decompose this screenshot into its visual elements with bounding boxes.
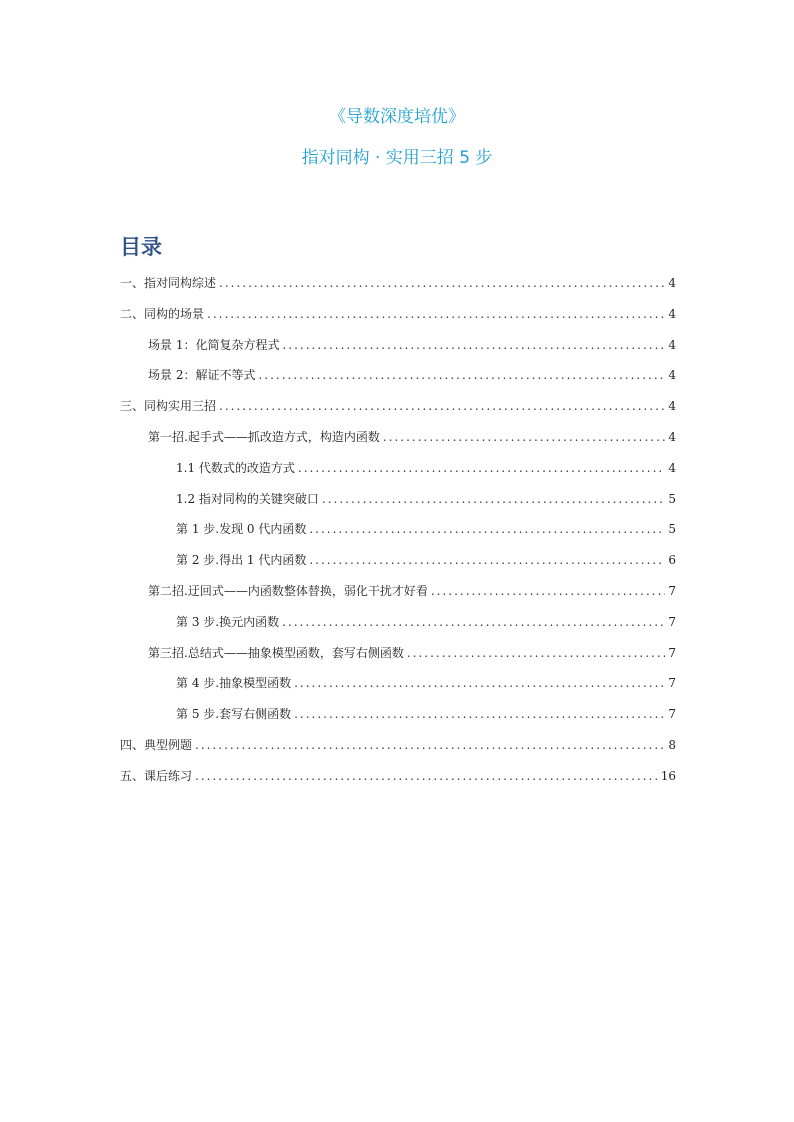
toc-entry-page: 7 — [668, 707, 676, 721]
toc-entry-label: 第 4 步.抽象模型函数 — [176, 676, 292, 690]
toc-entry-label: 场景 1：化简复杂方程式 — [148, 338, 280, 352]
toc-leader-dots — [298, 459, 665, 477]
toc-entry[interactable] — [176, 613, 676, 631]
toc-leader-dots — [282, 336, 665, 354]
toc-entry[interactable] — [176, 551, 676, 569]
toc-leader-dots — [309, 551, 665, 569]
toc-entry[interactable] — [176, 674, 676, 692]
toc-leader-dots — [219, 397, 665, 415]
toc-entry-label: 五、课后练习 — [120, 769, 193, 783]
toc-entry[interactable] — [148, 644, 676, 662]
document-title: 《导数深度培优》 — [329, 107, 465, 127]
toc-entry[interactable] — [148, 428, 676, 446]
toc-leader-dots — [294, 705, 665, 723]
document-subtitle: 指对同构 · 实用三招 5 步 — [301, 148, 493, 168]
toc-entry-label: 第 5 步.套写右侧函数 — [176, 707, 292, 721]
toc-entry-label: 一、指对同构综述 — [120, 276, 217, 290]
toc-entry-page: 5 — [668, 492, 676, 506]
toc-entry-page: 4 — [668, 430, 676, 444]
toc-entry-label: 1.1 代数式的改造方式 — [176, 461, 295, 475]
toc-entry-label: 1.2 指对同构的关键突破口 — [176, 492, 319, 506]
toc-leader-dots — [282, 613, 665, 631]
toc-leader-dots — [322, 490, 665, 508]
toc-entry[interactable] — [176, 459, 676, 477]
toc-entry-label: 三、同构实用三招 — [120, 399, 217, 413]
toc-entry-page: 4 — [668, 307, 676, 321]
toc-entry-page: 7 — [668, 646, 676, 660]
toc-entry-label: 第一招.起手式——抓改造方式，构造内函数 — [148, 430, 380, 444]
toc-entry[interactable] — [148, 366, 676, 384]
toc-heading: 目录 — [120, 235, 162, 259]
toc-entry[interactable] — [148, 336, 676, 354]
toc-entry-page: 4 — [668, 461, 676, 475]
toc-entry[interactable] — [120, 767, 676, 785]
toc-leader-dots — [309, 520, 665, 538]
toc-entry[interactable] — [148, 582, 676, 600]
toc-leader-dots — [407, 644, 665, 662]
toc-entry-page: 7 — [668, 676, 676, 690]
toc-entry[interactable] — [176, 490, 676, 508]
toc-leader-dots — [219, 274, 665, 292]
toc-leader-dots — [258, 366, 665, 384]
toc-entry-label: 四、典型例题 — [120, 738, 193, 752]
toc-entry-page: 4 — [668, 399, 676, 413]
toc-entry[interactable] — [176, 705, 676, 723]
toc-entry-page: 4 — [668, 276, 676, 290]
toc-entry-page: 8 — [668, 738, 676, 752]
toc-leader-dots — [207, 305, 665, 323]
toc-entry-page: 4 — [668, 368, 676, 382]
toc-entry-label: 第二招.迂回式——内函数整体替换，弱化干扰才好看 — [148, 584, 428, 598]
toc-entry[interactable] — [120, 397, 676, 415]
toc-leader-dots — [294, 674, 665, 692]
toc-entry-label: 第 2 步.得出 1 代内函数 — [176, 553, 307, 567]
toc-entry-label: 第三招.总结式——抽象模型函数，套写右侧函数 — [148, 646, 404, 660]
toc-entry-label: 场景 2：解证不等式 — [148, 368, 256, 382]
toc-entry-page: 7 — [668, 584, 676, 598]
toc-entry-label: 第 1 步.发现 0 代内函数 — [176, 522, 307, 536]
toc-entry-page: 4 — [668, 338, 676, 352]
toc-entry-label: 二、同构的场景 — [120, 307, 205, 321]
toc-entry-label: 第 3 步.换元内函数 — [176, 615, 280, 629]
toc-leader-dots — [195, 736, 665, 754]
toc-entry-page: 6 — [668, 553, 676, 567]
toc-leader-dots — [195, 767, 658, 785]
toc-entry-page: 7 — [668, 615, 676, 629]
toc-entry[interactable] — [176, 520, 676, 538]
toc-leader-dots — [383, 428, 665, 446]
toc-entry[interactable] — [120, 274, 676, 292]
toc-entry-page: 16 — [660, 769, 676, 783]
toc-entry-page: 5 — [668, 522, 676, 536]
toc-entry[interactable] — [120, 305, 676, 323]
toc-entry[interactable] — [120, 736, 676, 754]
toc-leader-dots — [431, 582, 665, 600]
